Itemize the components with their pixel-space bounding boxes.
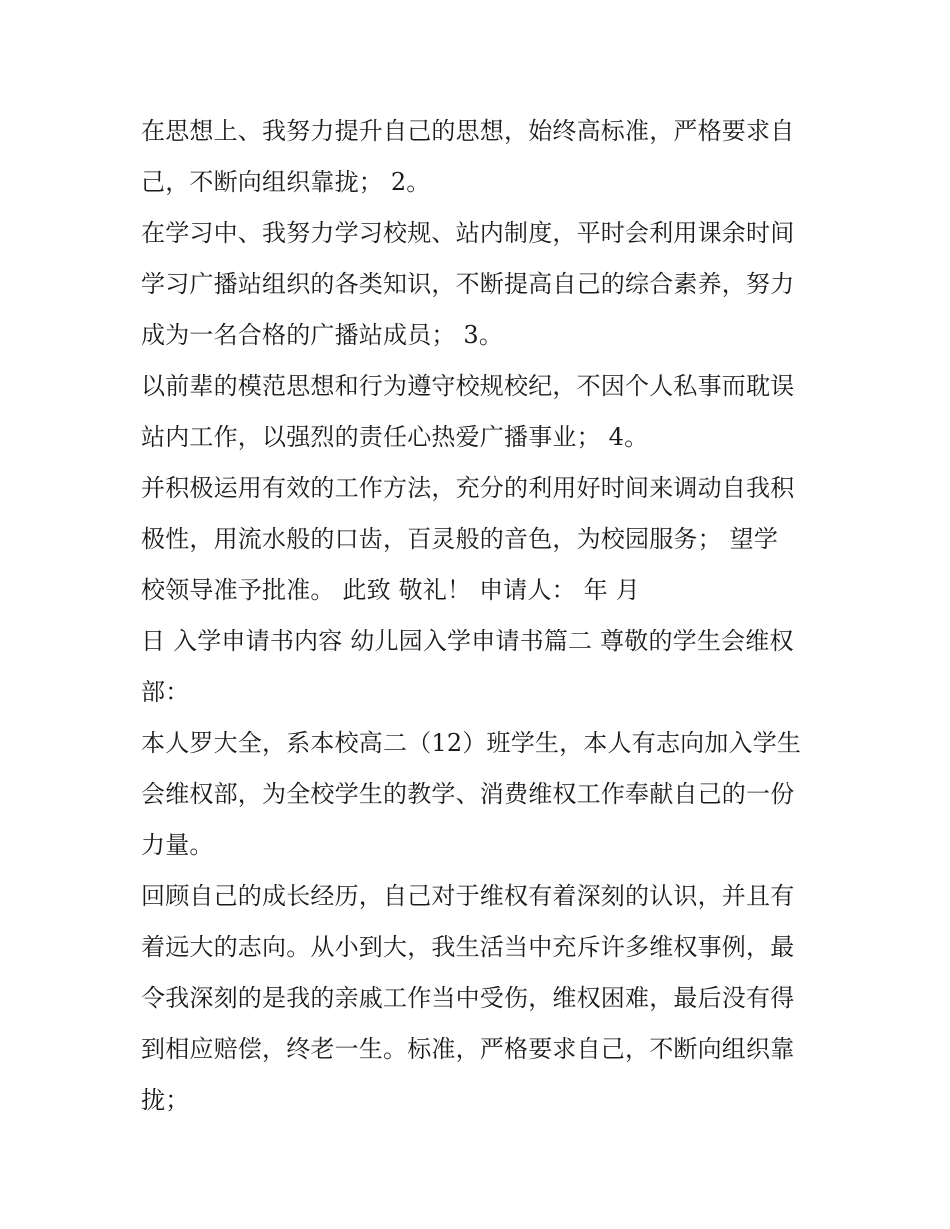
- text-line: 部：: [141, 678, 190, 706]
- text-line: 着远大的志向。从小到大，我生活当中充斥许多维权事例，最: [141, 933, 795, 961]
- text-line: 成为一名合格的广播站成员； 3。: [141, 321, 504, 349]
- text-line: 到相应赔偿，终老一生。标准，严格要求自己，不断向组织靠: [141, 1035, 795, 1063]
- text-line: 拢；: [141, 1086, 190, 1114]
- text-line: 己，不断向组织靠拢； 2。: [141, 168, 431, 196]
- text-line: 力量。: [141, 831, 214, 859]
- text-line: 并积极运用有效的工作方法，充分的利用好时间来调动自我积: [141, 474, 795, 502]
- text-line: 在学习中、我努力学习校规、站内制度，平时会利用课余时间: [141, 219, 795, 247]
- text-line: 学习广播站组织的各类知识，不断提高自己的综合素养，努力: [141, 270, 795, 298]
- document-body: [141, 106, 821, 1126]
- text-line: 会维权部，为全校学生的教学、消费维权工作奉献自己的一份: [141, 780, 795, 808]
- text-line: 令我深刻的是我的亲戚工作当中受伤，维权困难，最后没有得: [141, 984, 795, 1012]
- text-line: 回顾自己的成长经历，自己对于维权有着深刻的认识，并且有: [141, 882, 795, 910]
- text-line: 校领导准予批准。 此致 敬礼！ 申请人： 年 月: [141, 576, 640, 604]
- text-line: 在思想上、我努力提升自己的思想，始终高标准，严格要求自: [141, 117, 795, 145]
- text-line: 以前辈的模范思想和行为遵守校规校纪，不因个人私事而耽误: [141, 372, 795, 400]
- text-line: 日 入学申请书内容 幼儿园入学申请书篇二 尊敬的学生会维权: [141, 627, 794, 655]
- text-line: 极性，用流水般的口齿，百灵般的音色，为校园服务； 望学: [141, 525, 779, 553]
- text-line: 站内工作，以强烈的责任心热爱广播事业； 4。: [141, 423, 649, 451]
- text-line: 本人罗大全，系本校高二（12）班学生，本人有志向加入学生: [141, 729, 802, 757]
